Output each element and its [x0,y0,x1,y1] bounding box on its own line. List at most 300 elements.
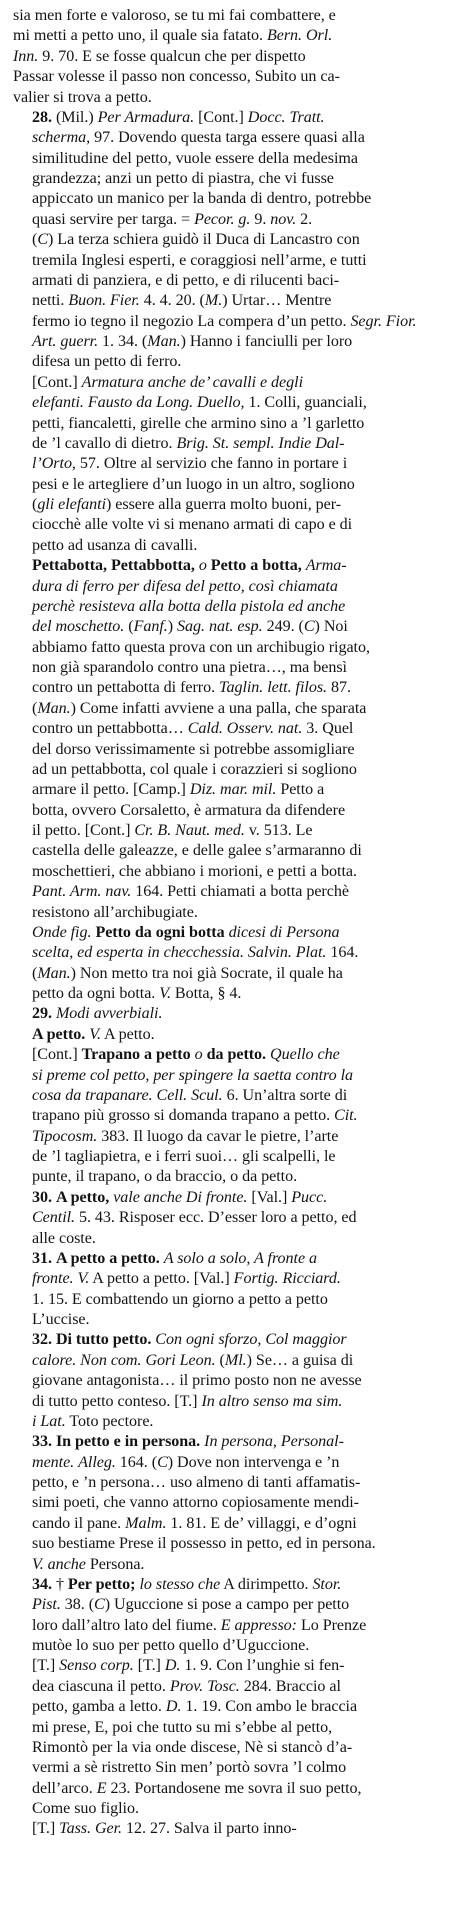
italic-text: Pucc. [291,1188,328,1206]
text-line [13,1229,462,1249]
text-run: contro un pettabbotta… [32,720,188,738]
text-run: A dirimpetto. [220,1575,313,1593]
text-run: giovane antagonista… il primo posto non ne avesse [32,1372,362,1390]
text-run: del dorso verissimamente si potrebbe assomigliare [32,740,355,758]
text-run: ( [32,699,38,717]
text-line [13,984,462,1004]
text-line [13,1799,462,1819]
text-run: dea ciascuna il petto. [32,1677,170,1695]
italic-text: Gori Leon. [145,1351,216,1369]
text-run: sia men forte e valoroso, se tu mi fai combattere, e [13,7,336,24]
text-run: netti. [32,292,69,310]
text-run: [Cont.] [194,108,248,126]
text-run: 1. 15. E combattendo un giorno a petto a petto [32,1290,328,1308]
text-line [13,1066,462,1086]
text-run: difesa un petto di ferro. [32,353,182,371]
text-line [13,47,462,67]
text-line [13,1779,462,1799]
text-run: [T.] [32,1820,60,1838]
headword: A petto a petto. [55,1249,160,1267]
text-run: [T.] [133,1657,165,1675]
text-line [13,1555,462,1575]
text-run: cando il pane. [32,1514,126,1532]
text-line [13,291,462,311]
text-run: ) Hanno i fanciulli per loro [180,333,353,350]
headword: 32. [32,1331,52,1349]
italic-text: E [96,1779,107,1797]
italic-text: C [303,618,315,636]
text-run: 249. ( [262,618,304,636]
italic-text: C [157,1453,168,1471]
text-run: 4. 4. 20. ( [139,292,205,310]
text-run: ( [124,618,134,636]
text-line [13,1758,462,1778]
italic-text: Centil. [32,1209,76,1227]
paragraph-p-pettabotta [13,556,462,923]
italic-text: Diz. mar. mil. [189,781,277,799]
italic-text: Sag. nat. esp. [177,618,263,636]
text-line [13,189,462,209]
text-run: 9. [250,210,271,228]
text-line [13,862,462,882]
text-run: 164. ( [115,1453,158,1471]
text-run: 38. ( [60,1596,95,1614]
text-run: ( [32,496,38,513]
text-run: 57. Oltre al servizio che fanno in portare i [75,455,348,473]
text-run: ) Noi [314,618,348,636]
italic-text: lo stesso che [139,1575,221,1593]
paragraph-p-continued [13,6,462,108]
italic-text: Con ogni sforzo, Col maggior [155,1331,347,1349]
italic-text: Arma- [305,557,347,575]
italic-text: gli elefanti [37,496,106,513]
text-run: † [51,1575,68,1593]
text-line [13,1575,462,1595]
text-run: Petto a [276,781,325,799]
text-line [13,1677,462,1697]
paragraph-p-32 [13,1330,462,1432]
text-line [13,903,462,923]
text-run: Persona. [85,1555,145,1573]
text-run: Rimontò per la via onde discese, Nè si stancò d’a- [32,1738,353,1756]
text-line [13,169,462,189]
text-run: moschettieri, che abbiano i morioni, e petti a botta. [32,862,357,880]
text-run: resistono all’archibugiate. [32,903,198,921]
text-run: ad un pettabbotta, col quale i corazzieri si sogliono [32,760,357,778]
italic-text: Senso corp. [59,1657,134,1675]
text-line [13,515,462,535]
headword: In petto e in persona. [55,1433,201,1451]
text-run: il petto. [Cont.] [32,822,135,839]
text-line [13,1269,462,1289]
text-run: 6. Un’altra sorte di [222,1086,348,1104]
paragraph-p-33 [13,1432,462,1575]
italic-text: vale anche Di fronte. [113,1188,248,1206]
text-run: Botta, § 4. [170,985,242,1002]
text-run: petto, gamba a letto. [32,1698,166,1716]
headword: 30. [32,1188,52,1206]
dictionary-entry-text [13,6,462,1840]
text-run: 284. Braccio al [239,1677,341,1695]
text-run: ) [167,618,178,636]
text-run: armati di panziera, e di petto, e di rilucenti baci- [32,271,340,289]
text-line [13,352,462,372]
italic-text: Modi avverbiali. [55,1005,163,1023]
italic-text: o [198,557,207,575]
text-run: contro un pettabotta di ferro. [32,679,220,697]
italic-text: Inn. [13,47,39,65]
italic-text: elefanti. [32,394,84,412]
text-run: vermi a sè ristretto Sin men’ portò sovra ’l colmo [32,1759,347,1777]
text-run: [Cont.] [32,1046,82,1064]
text-line [13,1412,462,1432]
text-run: petto da ogni botta. [32,985,160,1002]
italic-text: Pant. Arm. nav. [32,883,132,901]
italic-text: del moschetto. [32,618,125,636]
italic-text: o [194,1046,203,1064]
text-line [13,434,462,454]
headword: da petto. [206,1046,267,1064]
text-line [13,943,462,963]
text-run: 9. 70. E se fosse qualcun che per dispetto [38,47,306,65]
headword: A petto. [32,1025,86,1043]
italic-text: In persona, Personal- [204,1433,344,1451]
text-line [13,638,462,658]
italic-text: mente. [32,1453,75,1471]
italic-text: i Lat. [32,1412,66,1430]
italic-text: Segr. Fior. [350,312,417,330]
text-run: petto, e ’n persona… uso almeno di tanti affamatis- [32,1474,361,1491]
italic-text: D. [165,1698,182,1716]
text-run: 2. [296,210,313,228]
text-run: Come suo figlio. [32,1800,139,1817]
text-run: armare il petto. [Camp.] [32,781,190,799]
text-line [13,923,462,943]
italic-text: Pecor. g. [194,210,251,228]
text-line [13,1432,462,1452]
text-line [13,67,462,87]
text-run: 97. Dovendo questa targa essere quasi alla [90,129,365,147]
text-line [13,1106,462,1126]
text-run: ) Dove non intervenga e ’n [167,1453,340,1471]
text-run: ) Urtar… Mentre [222,292,332,310]
text-run: ) Uguccione si pose a campo per petto [104,1596,350,1614]
text-run: grandezza; anzi un petto di piastra, che vi fusse [32,170,334,187]
italic-text: si preme col petto, per spingere la saetta contro la [32,1066,354,1084]
text-line [13,1493,462,1513]
text-line [13,780,462,800]
text-run: 164. Petti chiamati a botta perchè [131,883,349,901]
text-run: Lo Prenze [296,1616,367,1634]
text-run: mi prese, E, poi che tutto su mi s’ebbe al petto, [32,1718,333,1736]
text-line [13,882,462,902]
text-run: similitudine del petto, vuole essere della medesima [32,149,358,167]
text-run: de ’l cavallo di dietro. [32,434,177,452]
headword: 33. [32,1433,52,1451]
text-run: ( [32,231,38,249]
text-line [13,230,462,250]
italic-text: C [37,231,48,249]
text-run: [Cont.] [32,373,82,391]
text-line [13,1534,462,1554]
text-run: simi poeti, che vanno attorno copiosamente mendi- [32,1494,359,1512]
paragraph-p-31 [13,1249,462,1331]
text-line [13,1738,462,1758]
text-line [13,1371,462,1391]
text-line [13,454,462,474]
paragraph-p-senso-corp [13,1656,462,1819]
text-line [13,271,462,291]
text-run: abbiamo fatto questa prova con un archibugio rigato, [32,638,370,656]
paragraph-p-29 [13,1004,462,1024]
text-run: ) Come infatti avviene a una palla, che sparata [70,699,367,717]
text-run: 1. 81. E de’ villaggi, e d’ogni [166,1514,357,1532]
italic-text: Art. guerr. [32,333,99,350]
text-line [13,1188,462,1208]
italic-text: nov. [270,210,297,228]
italic-text: Bern. Orl. [266,27,333,45]
text-run: di tutto petto conteso. [T.] [32,1392,202,1410]
italic-text: Man. [147,333,181,350]
text-run: alle coste. [32,1229,96,1247]
headword: Petto da ogni botta [95,923,225,941]
italic-text: l’Orto, [32,455,76,473]
italic-text: D. [164,1657,181,1675]
text-run: 1. 19. Con ambo le braccia [181,1698,358,1716]
text-line [13,1616,462,1636]
text-run: suo bestiame Prese il possesso in petto, ed in persona. [32,1535,376,1553]
headword: Pettabotta, Pettabbotta, [32,557,195,575]
text-line [13,1656,462,1676]
text-line [13,1045,462,1065]
text-run: petto ad usanza di cavalli. [32,536,198,554]
italic-text: A solo a solo, A fronte a [163,1249,318,1267]
text-run: ) Se… a guisa di [246,1351,354,1369]
text-run: loro dall’altro lato del fiume. [32,1616,221,1634]
text-run: ( [215,1351,225,1369]
text-line [13,1086,462,1106]
text-line [13,1636,462,1656]
headword: 31. [32,1249,52,1267]
text-line [13,1595,462,1615]
text-line [13,108,462,128]
italic-text: V. [159,985,171,1002]
text-run: ciocchè alle volte vi si menano armati di capo e di [32,516,353,534]
text-line [13,312,462,332]
italic-text: V. [77,1270,90,1288]
text-line [13,210,462,230]
text-run: punte, il trapano, o da braccio, o da petto. [32,1168,298,1186]
text-line [13,1514,462,1534]
italic-text: Man. [37,964,71,982]
italic-text: Tass. Ger. [59,1820,123,1838]
text-line [13,1819,462,1839]
text-run: Passar volesse il passo non concesso, Subito un ca- [13,68,340,86]
text-line [13,719,462,739]
italic-text: Pist. [32,1596,61,1614]
text-line [13,373,462,393]
italic-text: Brig. St. sempl. Indie Dal- [176,434,345,452]
text-line [13,1473,462,1493]
text-line [13,251,462,271]
headword: Di tutto petto. [55,1331,152,1349]
paragraph-p-a-petto [13,1025,462,1045]
text-run: v. 513. Le [244,822,313,839]
text-run: ) Non metto tra noi già Socrate, il quale ha [70,964,343,982]
text-line [13,6,462,26]
italic-text: Armatura anche de’ cavalli e degli [81,373,303,391]
text-run: A petto a petto. [Val.] [89,1270,234,1288]
italic-text: scelta, ed esperta in checchessia. [32,944,244,962]
text-line [13,1290,462,1310]
text-line [13,1147,462,1167]
text-run: 1. 34. ( [98,333,148,350]
headword: 28. [32,108,52,126]
paragraph-p-onde-fig [13,923,462,1005]
italic-text: Malm. [125,1514,167,1532]
italic-text: Ml. [224,1351,247,1369]
text-line [13,964,462,984]
text-run: fermo io tegno il negozio La compera d’un petto. [32,312,351,330]
text-line [13,1453,462,1473]
text-run: 87. [327,679,351,697]
italic-text: Tipocosm. [32,1127,98,1145]
italic-text: Stor. [312,1575,342,1593]
text-run: ) La terza schiera guidò il Duca di Lancastro con [48,231,360,249]
italic-text: C [94,1596,105,1614]
text-run: pesi e le artegliere d’un luogo in un altro, sogliono [32,475,355,493]
text-line [13,88,462,108]
italic-text: Fanf. [133,618,168,636]
paragraph-p-cavalli [13,373,462,556]
italic-text: calore. Non com. [32,1351,142,1369]
text-run: petti, fiancaletti, girelle che armino sino a ’l garletto [32,414,365,432]
headword: Petto a botta, [210,557,302,575]
text-line [13,26,462,46]
text-line [13,678,462,698]
text-run: 164. [326,944,359,962]
text-line [13,1127,462,1147]
text-line [13,658,462,678]
italic-text: Cald. Osserv. nat. [187,720,303,738]
text-run: (Mil.) [51,108,98,126]
italic-text: Fortig. Ricciard. [233,1270,341,1288]
italic-text: E appresso: [220,1616,297,1634]
text-run: [Val.] [247,1188,292,1206]
text-run: ) essere alla guerra molto buoni, per- [106,496,342,513]
italic-text: M. [204,292,223,310]
text-line [13,801,462,821]
text-run: Toto pectore. [65,1412,154,1430]
text-line [13,1392,462,1412]
italic-text: Cell. Scul. [156,1086,223,1104]
text-run: botta, ovvero Corsaletto, è armatura da difendere [32,801,346,819]
text-run: mutòe lo suo per petto quello d’Uguccione. [32,1637,310,1654]
headword: Trapano a petto [81,1046,191,1064]
text-line [13,577,462,597]
text-line [13,495,462,515]
text-line [13,1330,462,1350]
text-line [13,1351,462,1371]
headword: Per petto; [67,1575,136,1593]
italic-text: dura di ferro per difesa del petto, così chiamata [32,577,338,595]
text-line [13,149,462,169]
text-line [13,597,462,617]
headword: 29. [32,1005,52,1023]
headword: A petto, [55,1188,110,1206]
text-run: mi metti a petto uno, il quale sia fatato. [13,27,267,45]
italic-text: dicesi di Persona [228,923,340,941]
text-line [13,393,462,413]
italic-text: Salvin. Plat. [247,944,327,962]
text-run: appiccato un manico per la banda di dentro, potrebbe [32,190,372,208]
text-run: [T.] [32,1657,60,1675]
text-line [13,760,462,780]
text-run: L’uccise. [32,1311,90,1328]
italic-text: Onde fig. [32,923,92,941]
italic-text: In altro senso ma sim. [201,1392,343,1410]
text-run: ( [32,964,38,982]
italic-text: V. anche [32,1555,86,1573]
italic-text: Docc. Tratt. [247,108,325,126]
text-run: 1. 9. Con l’unghie si fen- [180,1657,345,1675]
text-line [13,1004,462,1024]
text-line [13,1167,462,1187]
text-line [13,536,462,556]
italic-text: Taglin. lett. filos. [219,679,328,697]
text-line [13,475,462,495]
text-line [13,1249,462,1269]
italic-text: Man. [37,699,71,717]
text-line [13,1025,462,1045]
headword: 34. [32,1575,52,1593]
italic-text: Cit. [334,1107,358,1125]
italic-text: perchè resisteva alla botta della pistola ed anche [32,597,346,615]
text-run: 383. Il luogo da cavar le pietre, l’arte [97,1127,339,1145]
italic-text: Quello che [270,1046,340,1064]
text-run: 1. Colli, guanciali, [244,394,367,412]
italic-text: Prov. Tosc. [169,1677,240,1695]
text-line [13,821,462,841]
paragraph-p-28 [13,108,462,373]
text-line [13,841,462,861]
text-run: dell’arco. [32,1779,97,1797]
paragraph-p-30 [13,1188,462,1249]
text-run: castella delle galeazze, e delle galee s’armaranno di [32,842,362,860]
text-line [13,699,462,719]
text-run: 3. Quel [302,720,354,738]
italic-text: fronte. [32,1270,74,1288]
paragraph-p-34 [13,1575,462,1657]
text-line [13,414,462,434]
italic-text: Alleg. [78,1453,116,1471]
text-line [13,1208,462,1228]
paragraph-p-trapano [13,1045,462,1188]
text-run: tremila Inglesi esperti, e coraggiosi nell’arme, e tutti [32,251,367,269]
text-line [13,128,462,148]
text-line [13,1718,462,1738]
italic-text: cosa da trapanare. [32,1086,153,1104]
text-run: 23. Portandosene me sovra il suo petto, [106,1779,362,1797]
text-line [13,332,462,352]
text-line [13,1697,462,1717]
italic-text: Fausto da Long. Duello, [87,394,245,412]
text-run: valier si trova a petto. [13,88,152,106]
text-line [13,740,462,760]
italic-text: scherma, [32,129,91,147]
text-run: non già sparandolo contro una pietra…, ma bensì [32,659,347,676]
text-run: trapano più grosso si domanda trapano a petto. [32,1107,335,1125]
